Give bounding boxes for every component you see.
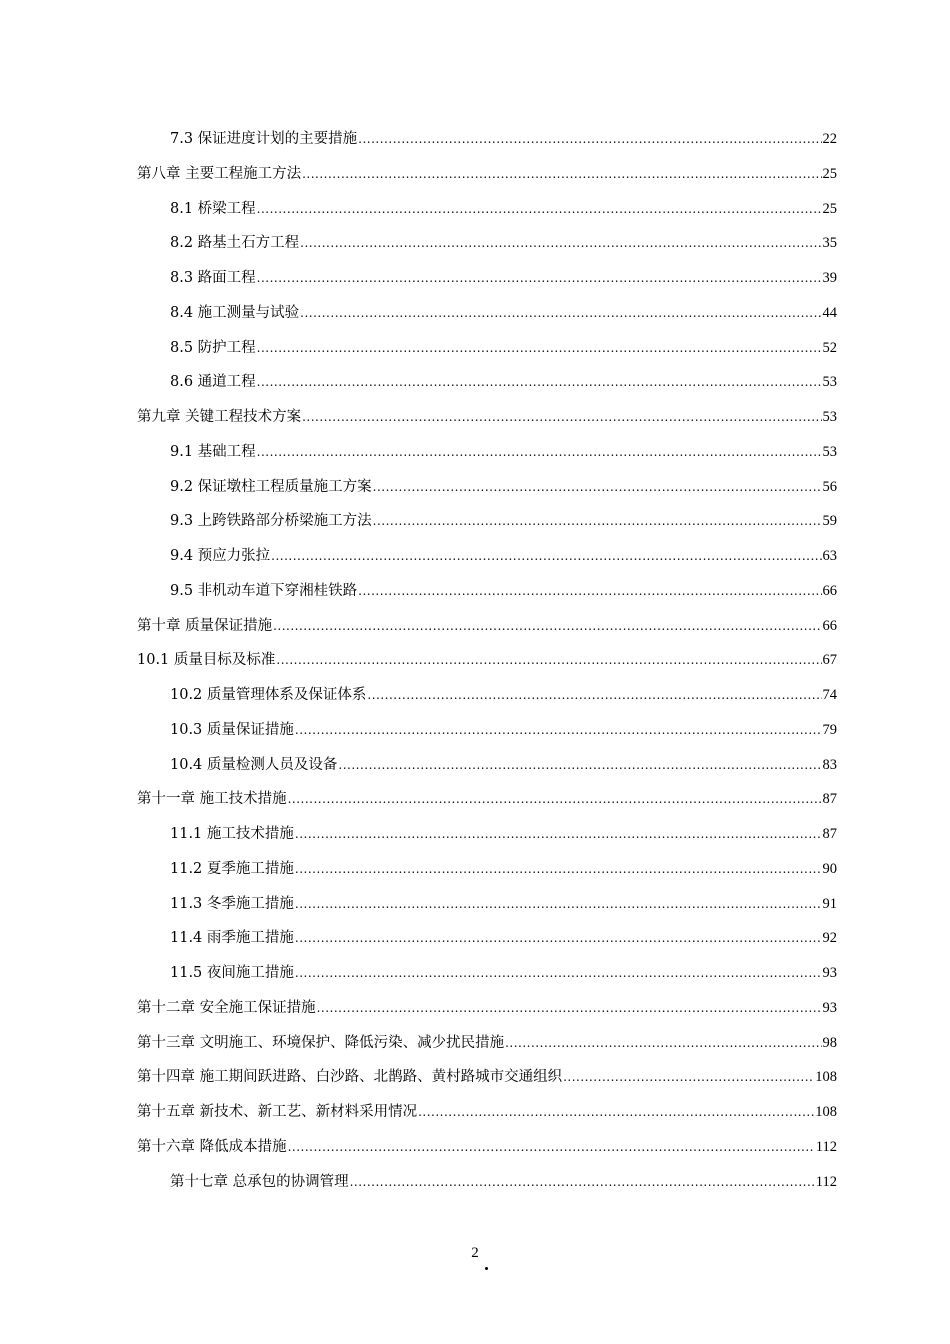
toc-entry[interactable] (137, 921, 837, 956)
toc-entry[interactable] (137, 956, 837, 991)
toc-entry[interactable] (137, 748, 837, 783)
toc-entry-page: 22 (822, 131, 837, 147)
toc-entry-title: 10.4 质量检测人员及设备 (170, 756, 338, 773)
toc-entry[interactable] (137, 1130, 837, 1165)
toc-entry-page: 25 (822, 200, 837, 217)
footer-dot (485, 1267, 488, 1270)
toc-entry-title: 8.1 桥梁工程 (170, 200, 256, 217)
toc-leader-dots (418, 1095, 814, 1130)
toc-entry-title: 第十七章 总承包的协调管理 (170, 1173, 349, 1190)
toc-entry[interactable] (137, 1095, 837, 1130)
toc-entry[interactable] (137, 296, 837, 331)
toc-entry[interactable] (137, 435, 837, 470)
toc-leader-dots (257, 261, 822, 296)
toc-entry-title: 第十一章 施工技术措施 (137, 791, 287, 808)
toc-entry-title: 11.5 夜间施工措施 (170, 965, 294, 981)
toc-entry[interactable] (137, 365, 837, 400)
toc-entry-title: 9.2 保证墩柱工程质量施工方案 (170, 478, 372, 495)
toc-leader-dots (295, 852, 822, 887)
toc-entry-title: 11.3 冬季施工措施 (170, 895, 294, 912)
toc-entry-page: 93 (822, 999, 837, 1016)
toc-leader-dots (288, 782, 822, 817)
toc-leader-dots (300, 226, 821, 261)
toc-leader-dots (257, 365, 822, 400)
toc-entry-page: 112 (815, 1173, 837, 1190)
toc-entry-title: 第十四章 施工期间跃进路、白沙路、北鹊路、黄村路城市交通组织 (137, 1069, 563, 1086)
toc-leader-dots (505, 1026, 821, 1061)
toc-entry-page: 66 (822, 617, 837, 634)
toc-entry-title: 10.3 质量保证措施 (170, 721, 294, 738)
toc-leader-dots (257, 331, 822, 366)
toc-entry-page: 59 (822, 513, 837, 530)
toc-entry[interactable] (137, 122, 837, 157)
toc-entry-page: 108 (815, 1104, 837, 1120)
toc-entry-page: 53 (822, 443, 837, 460)
toc-leader-dots (302, 400, 821, 435)
toc-entry[interactable] (137, 400, 837, 435)
toc-entry-title: 第十章 质量保证措施 (137, 617, 273, 634)
toc-entry-page: 87 (822, 826, 837, 842)
toc-entry[interactable] (137, 678, 837, 713)
toc-entry-title: 8.4 施工测量与试验 (170, 304, 300, 321)
toc-entry[interactable] (137, 1026, 837, 1061)
toc-leader-dots (373, 470, 822, 505)
toc-entry-page: 25 (822, 165, 837, 182)
toc-leader-dots (358, 574, 821, 609)
toc-entry-title: 第九章 关键工程技术方案 (137, 409, 302, 425)
toc-entry[interactable] (137, 609, 837, 644)
toc-entry[interactable] (137, 157, 837, 192)
toc-entry-title: 11.1 施工技术措施 (170, 826, 294, 842)
toc-leader-dots (358, 122, 821, 157)
toc-entry[interactable] (137, 574, 837, 609)
toc-leader-dots (295, 713, 822, 748)
toc-entry[interactable] (137, 226, 837, 261)
toc-entry[interactable] (137, 331, 837, 366)
toc-leader-dots (273, 609, 821, 644)
toc-entry[interactable] (137, 817, 837, 852)
toc-entry-page: 74 (822, 687, 837, 703)
toc-entry-page: 98 (822, 1034, 837, 1051)
toc-entry[interactable] (137, 192, 837, 227)
toc-entry[interactable] (137, 643, 837, 678)
toc-entry-page: 83 (822, 756, 837, 773)
toc-entry-page: 92 (822, 930, 837, 947)
toc-leader-dots (300, 296, 821, 331)
toc-entry[interactable] (137, 713, 837, 748)
toc-entry-page: 87 (822, 791, 837, 808)
toc-entry-title: 第十三章 文明施工、环境保护、降低污染、减少扰民措施 (137, 1034, 505, 1051)
toc-leader-dots (276, 643, 821, 678)
toc-entry-page: 67 (822, 652, 837, 669)
toc-leader-dots (295, 817, 822, 852)
toc-entry-title: 第十五章 新技术、新工艺、新材料采用情况 (137, 1104, 418, 1120)
toc-leader-dots (373, 504, 822, 539)
toc-entry[interactable] (137, 470, 837, 505)
toc-leader-dots (302, 157, 821, 192)
toc-leader-dots (350, 1165, 815, 1200)
toc-entry-page: 52 (822, 339, 837, 356)
toc-entry-title: 8.5 防护工程 (170, 339, 256, 356)
toc-entry-title: 第十六章 降低成本措施 (137, 1138, 287, 1155)
toc-entry[interactable] (137, 504, 837, 539)
toc-entry-title: 8.3 路面工程 (170, 270, 256, 286)
toc-entry-page: 63 (822, 548, 837, 564)
toc-entry-title: 9.5 非机动车道下穿湘桂铁路 (170, 582, 358, 599)
toc-entry-page: 56 (822, 478, 837, 495)
toc-entry-title: 8.6 通道工程 (170, 374, 256, 391)
toc-entry[interactable] (137, 261, 837, 296)
page-number: 2 (471, 1245, 479, 1261)
toc-entry[interactable] (137, 782, 837, 817)
toc-leader-dots (288, 1130, 815, 1165)
toc-entry-page: 35 (822, 235, 837, 252)
toc-leader-dots (295, 887, 822, 922)
toc-entry-title: 10.2 质量管理体系及保证体系 (170, 687, 367, 703)
toc-entry-title: 10.1 质量目标及标准 (137, 652, 276, 669)
toc-entry-title: 9.1 基础工程 (170, 443, 256, 460)
toc-entry-page: 44 (822, 304, 837, 321)
toc-entry[interactable] (137, 991, 837, 1026)
toc-leader-dots (257, 192, 822, 227)
toc-leader-dots (317, 991, 822, 1026)
toc-entry[interactable] (137, 1060, 837, 1095)
toc-leader-dots (338, 748, 821, 783)
toc-entry-title: 8.2 路基土石方工程 (170, 235, 300, 252)
toc-leader-dots (295, 921, 822, 956)
toc-entry-title: 11.2 夏季施工措施 (170, 860, 294, 877)
toc-entry-title: 第十二章 安全施工保证措施 (137, 999, 316, 1016)
toc-entry-title: 第八章 主要工程施工方法 (137, 165, 302, 182)
toc-entry-title: 9.3 上跨铁路部分桥梁施工方法 (170, 513, 372, 530)
toc-entry[interactable] (137, 852, 837, 887)
toc-entry-page: 53 (822, 374, 837, 391)
toc-entry-title: 11.4 雨季施工措施 (170, 930, 294, 947)
toc-entry-page: 108 (815, 1069, 837, 1086)
toc-entry-page: 79 (822, 721, 837, 738)
toc-entry-page: 66 (822, 582, 837, 599)
toc-entry-page: 90 (822, 860, 837, 877)
toc-entry[interactable] (137, 1165, 837, 1200)
toc-entry[interactable] (137, 539, 837, 574)
toc-entry-page: 53 (822, 409, 837, 425)
toc-entry-page: 91 (822, 895, 837, 912)
toc-entry-page: 39 (822, 270, 837, 286)
toc-entry-title: 7.3 保证进度计划的主要措施 (170, 131, 358, 147)
toc-entry-page: 112 (815, 1138, 837, 1155)
toc-entry-title: 9.4 预应力张拉 (170, 548, 271, 564)
toc-leader-dots (367, 678, 821, 713)
toc-entry-page: 93 (822, 965, 837, 981)
toc-leader-dots (563, 1060, 814, 1095)
toc-leader-dots (271, 539, 821, 574)
table-of-contents (137, 122, 837, 1199)
toc-leader-dots (295, 956, 822, 991)
toc-entry[interactable] (137, 887, 837, 922)
toc-leader-dots (257, 435, 822, 470)
